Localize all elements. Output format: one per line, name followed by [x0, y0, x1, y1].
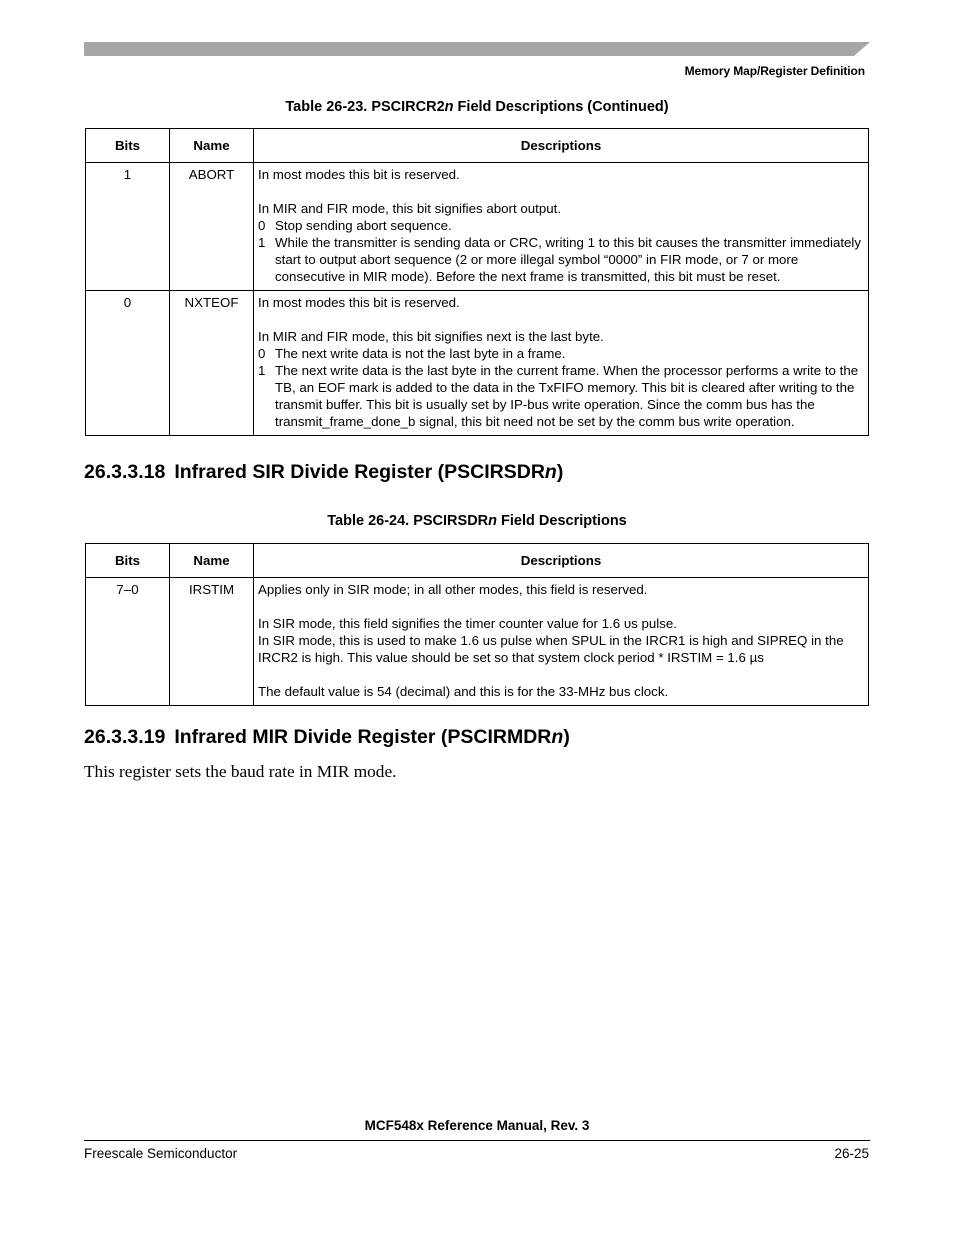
list-item: 1 While the transmitter is sending data or CRC, writing 1 to this bit causes the transmitter immediately start to output abort sequence (2 or more illegal symbol “0000” in FIR mode, or 7 or more consecutive in MIR mode). Before the next frame is transmitted, this bit must be reset. — [258, 235, 862, 284]
cell-description — [254, 291, 869, 436]
list-item: 1 The next write data is the last byte in the current frame. When the processor performs a write to the TB, an EOF mark is added to the data in the TxFIFO memory. This bit is cleared after writing to the transmit buffer. This bit is usually set by IP-bus write operation. Since the comm bus has the transmit_frame_done_b signal, this bit need not be set by the comm bus write operation. — [258, 363, 859, 429]
table-row — [86, 291, 869, 436]
table-caption: Table 26-23. PSCIRCR2n Field Descriptions (Continued) — [285, 99, 669, 115]
column-header-descriptions: Descriptions — [254, 544, 869, 578]
table-header-row — [86, 129, 869, 163]
column-header-descriptions: Descriptions — [254, 129, 869, 163]
cell-name: IRSTIM — [170, 578, 254, 706]
description-text: In MIR and FIR mode, this bit signifies abort output. — [258, 201, 562, 216]
company-name: Freescale Semiconductor — [84, 1146, 238, 1161]
list-item: 0 Stop sending abort sequence. — [258, 218, 452, 233]
manual-title: MCF548x Reference Manual, Rev. 3 — [364, 1118, 590, 1133]
page-number: 26-25 — [834, 1146, 869, 1161]
cell-bits: 0 — [86, 291, 170, 436]
cell-name: ABORT — [170, 163, 254, 291]
running-header: Memory Map/Register Definition — [684, 64, 865, 78]
column-header-name: Name — [170, 544, 254, 578]
cell-bits: 1 — [86, 163, 170, 291]
column-header-name: Name — [170, 129, 254, 163]
section-heading: 26.3.3.19 Infrared MIR Divide Register (PSCIRMDRn) — [84, 726, 570, 748]
cell-description — [254, 578, 869, 706]
column-header-bits: Bits — [86, 544, 170, 578]
footer-divider — [84, 1140, 870, 1141]
field-description-table — [85, 128, 869, 436]
table-row — [86, 163, 869, 291]
table-header-row — [86, 544, 869, 578]
description-text: In MIR and FIR mode, this bit signifies next is the last byte. — [258, 329, 604, 344]
description-text: In most modes this bit is reserved. — [258, 167, 460, 182]
header-bar — [84, 42, 870, 56]
table-caption: Table 26-24. PSCIRSDRn Field Descriptions — [327, 513, 627, 529]
cell-bits: 7–0 — [86, 578, 170, 706]
description-text: The default value is 54 (decimal) and this is for the 33-MHz bus clock. — [258, 684, 669, 699]
list-item: 0 The next write data is not the last byte in a frame. — [258, 346, 566, 361]
column-header-bits: Bits — [86, 129, 170, 163]
description-text: Applies only in SIR mode; in all other modes, this field is reserved. — [258, 582, 648, 597]
description-text: In SIR mode, this field signifies the timer counter value for 1.6 υs pulse. — [258, 616, 677, 631]
description-text: In most modes this bit is reserved. — [258, 295, 460, 310]
section-heading: 26.3.3.18 Infrared SIR Divide Register (PSCIRSDRn) — [84, 461, 564, 483]
body-paragraph: This register sets the baud rate in MIR mode. — [84, 762, 397, 781]
table-row — [86, 578, 869, 706]
description-text: In SIR mode, this is used to make 1.6 us pulse when SPUL in the IRCR1 is high and SIPREQ in the IRCR2 is high. This value should be set so that system clock period * IRSTIM = 1.6 µs — [258, 633, 844, 665]
cell-description — [254, 163, 869, 291]
field-description-table — [85, 543, 869, 706]
cell-name: NXTEOF — [170, 291, 254, 436]
